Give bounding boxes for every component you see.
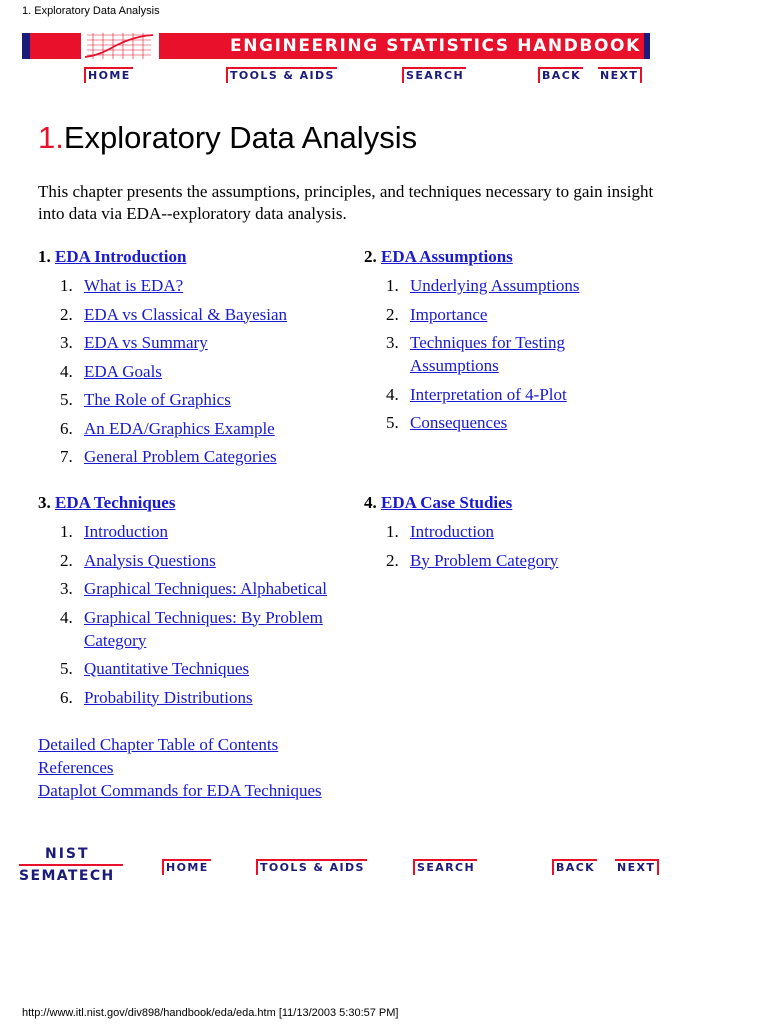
nist-logo-text: NIST bbox=[45, 846, 90, 862]
section-link[interactable]: EDA Techniques bbox=[55, 493, 176, 512]
intro-paragraph: This chapter presents the assumptions, principles, and techniques necessary to gain insight into data via EDA--exploratory data analysis. bbox=[38, 182, 654, 223]
section-eda-techniques bbox=[38, 492, 338, 714]
item-link[interactable]: Graphical Techniques: By Problem Category bbox=[84, 607, 323, 650]
references-link[interactable]: References bbox=[38, 758, 114, 777]
list-item: 3. EDA vs Summary bbox=[60, 333, 208, 352]
footer-next-button[interactable]: NEXT bbox=[615, 859, 659, 875]
section-list bbox=[364, 274, 624, 434]
item-link[interactable]: Underlying Assumptions bbox=[410, 276, 580, 295]
list-item: 2. Analysis Questions bbox=[60, 550, 216, 570]
section-heading: 3. EDA Techniques bbox=[38, 493, 176, 512]
list-item: 5. Consequences bbox=[386, 413, 508, 432]
item-link[interactable]: EDA Goals bbox=[84, 361, 162, 381]
list-item: 2. Importance bbox=[386, 304, 488, 324]
item-link[interactable]: Introduction bbox=[410, 522, 495, 541]
item-link[interactable]: Interpretation of 4-Plot bbox=[410, 384, 567, 404]
section-eda-assumptions bbox=[364, 246, 624, 440]
section-eda-case-studies bbox=[364, 492, 624, 577]
section-link[interactable]: EDA Case Studies bbox=[381, 493, 513, 512]
section-list bbox=[364, 520, 624, 572]
list-item: 4. EDA Goals bbox=[60, 361, 162, 381]
footer-tools-aids-button[interactable]: TOOLS & AIDS bbox=[256, 859, 367, 875]
list-item: 2. By Problem Category bbox=[386, 550, 559, 570]
page-title bbox=[38, 120, 417, 156]
list-item: 4. Interpretation of 4-Plot bbox=[386, 384, 567, 404]
item-link[interactable]: By Problem Category bbox=[410, 550, 559, 570]
list-item: 3. Graphical Techniques: Alphabetical bbox=[60, 579, 328, 598]
footer-home-button[interactable]: HOME bbox=[162, 859, 211, 875]
item-link[interactable]: Graphical Techniques: Alphabetical bbox=[84, 579, 328, 598]
section-heading: 4. EDA Case Studies bbox=[364, 493, 513, 512]
item-link[interactable]: What is EDA? bbox=[84, 276, 184, 295]
item-link[interactable]: Probability Distributions bbox=[84, 687, 253, 707]
list-item: 5. Quantitative Techniques bbox=[60, 659, 250, 678]
back-button[interactable]: BACK bbox=[538, 67, 583, 83]
print-header: 1. Exploratory Data Analysis bbox=[22, 5, 160, 17]
item-link[interactable]: Introduction bbox=[84, 522, 169, 541]
section-link[interactable]: EDA Assumptions bbox=[381, 247, 513, 266]
handbook-banner bbox=[22, 33, 650, 59]
chapter-title: Exploratory Data Analysis bbox=[63, 120, 418, 155]
chapter-number: 1. bbox=[38, 120, 64, 155]
section-heading: 2. EDA Assumptions bbox=[364, 247, 513, 266]
list-item: 7. General Problem Categories bbox=[60, 447, 277, 466]
sematech-logo-text: SEMATECH bbox=[19, 868, 115, 884]
banner-title: ENGINEERING STATISTICS HANDBOOK bbox=[230, 36, 641, 56]
item-link[interactable]: Importance bbox=[410, 304, 488, 324]
item-link[interactable]: The Role of Graphics bbox=[84, 390, 231, 409]
section-list bbox=[38, 274, 338, 468]
section-heading: 1. EDA Introduction bbox=[38, 247, 187, 266]
extra-links bbox=[38, 733, 322, 802]
list-item: 6. An EDA/Graphics Example bbox=[60, 418, 275, 438]
item-link[interactable]: Analysis Questions bbox=[84, 550, 216, 570]
list-item: 5. The Role of Graphics bbox=[60, 390, 231, 409]
item-link[interactable]: An EDA/Graphics Example bbox=[84, 418, 275, 438]
next-button[interactable]: NEXT bbox=[598, 67, 642, 83]
tools-aids-button[interactable]: TOOLS & AIDS bbox=[226, 67, 337, 83]
item-link[interactable]: Quantitative Techniques bbox=[84, 659, 250, 678]
list-item: 1. Introduction bbox=[386, 522, 495, 541]
item-link[interactable]: General Problem Categories bbox=[84, 447, 277, 466]
home-button[interactable]: HOME bbox=[84, 67, 133, 83]
list-item: 6. Probability Distributions bbox=[60, 687, 253, 707]
list-item: 1. Underlying Assumptions bbox=[386, 276, 580, 295]
list-item: 1. Introduction bbox=[60, 522, 169, 541]
item-link[interactable]: EDA vs Classical & Bayesian bbox=[84, 304, 288, 324]
list-item: 1. What is EDA? bbox=[60, 276, 184, 295]
table-of-contents-link[interactable]: Detailed Chapter Table of Contents bbox=[38, 735, 279, 754]
nist-sematech-logo[interactable] bbox=[19, 846, 127, 888]
plot-logo-icon bbox=[79, 33, 161, 59]
list-item: 4. Graphical Techniques: By Problem Category bbox=[60, 607, 323, 650]
search-button[interactable]: SEARCH bbox=[402, 67, 466, 83]
footer-search-button[interactable]: SEARCH bbox=[413, 859, 477, 875]
list-item: 2. EDA vs Classical & Bayesian bbox=[60, 304, 288, 324]
print-footer-url: http://www.itl.nist.gov/div898/handbook/eda/eda.htm [11/13/2003 5:30:57 PM] bbox=[22, 1007, 399, 1019]
section-eda-introduction bbox=[38, 246, 338, 474]
item-link[interactable]: EDA vs Summary bbox=[84, 333, 208, 352]
dataplot-commands-link[interactable]: Dataplot Commands for EDA Techniques bbox=[38, 781, 322, 800]
list-item: 3. Techniques for Testing Assumptions bbox=[386, 333, 565, 375]
section-link[interactable]: EDA Introduction bbox=[55, 247, 187, 266]
item-link[interactable]: Techniques for Testing Assumptions bbox=[410, 333, 565, 375]
item-link[interactable]: Consequences bbox=[410, 413, 508, 432]
section-list bbox=[38, 520, 338, 709]
footer-back-button[interactable]: BACK bbox=[552, 859, 597, 875]
